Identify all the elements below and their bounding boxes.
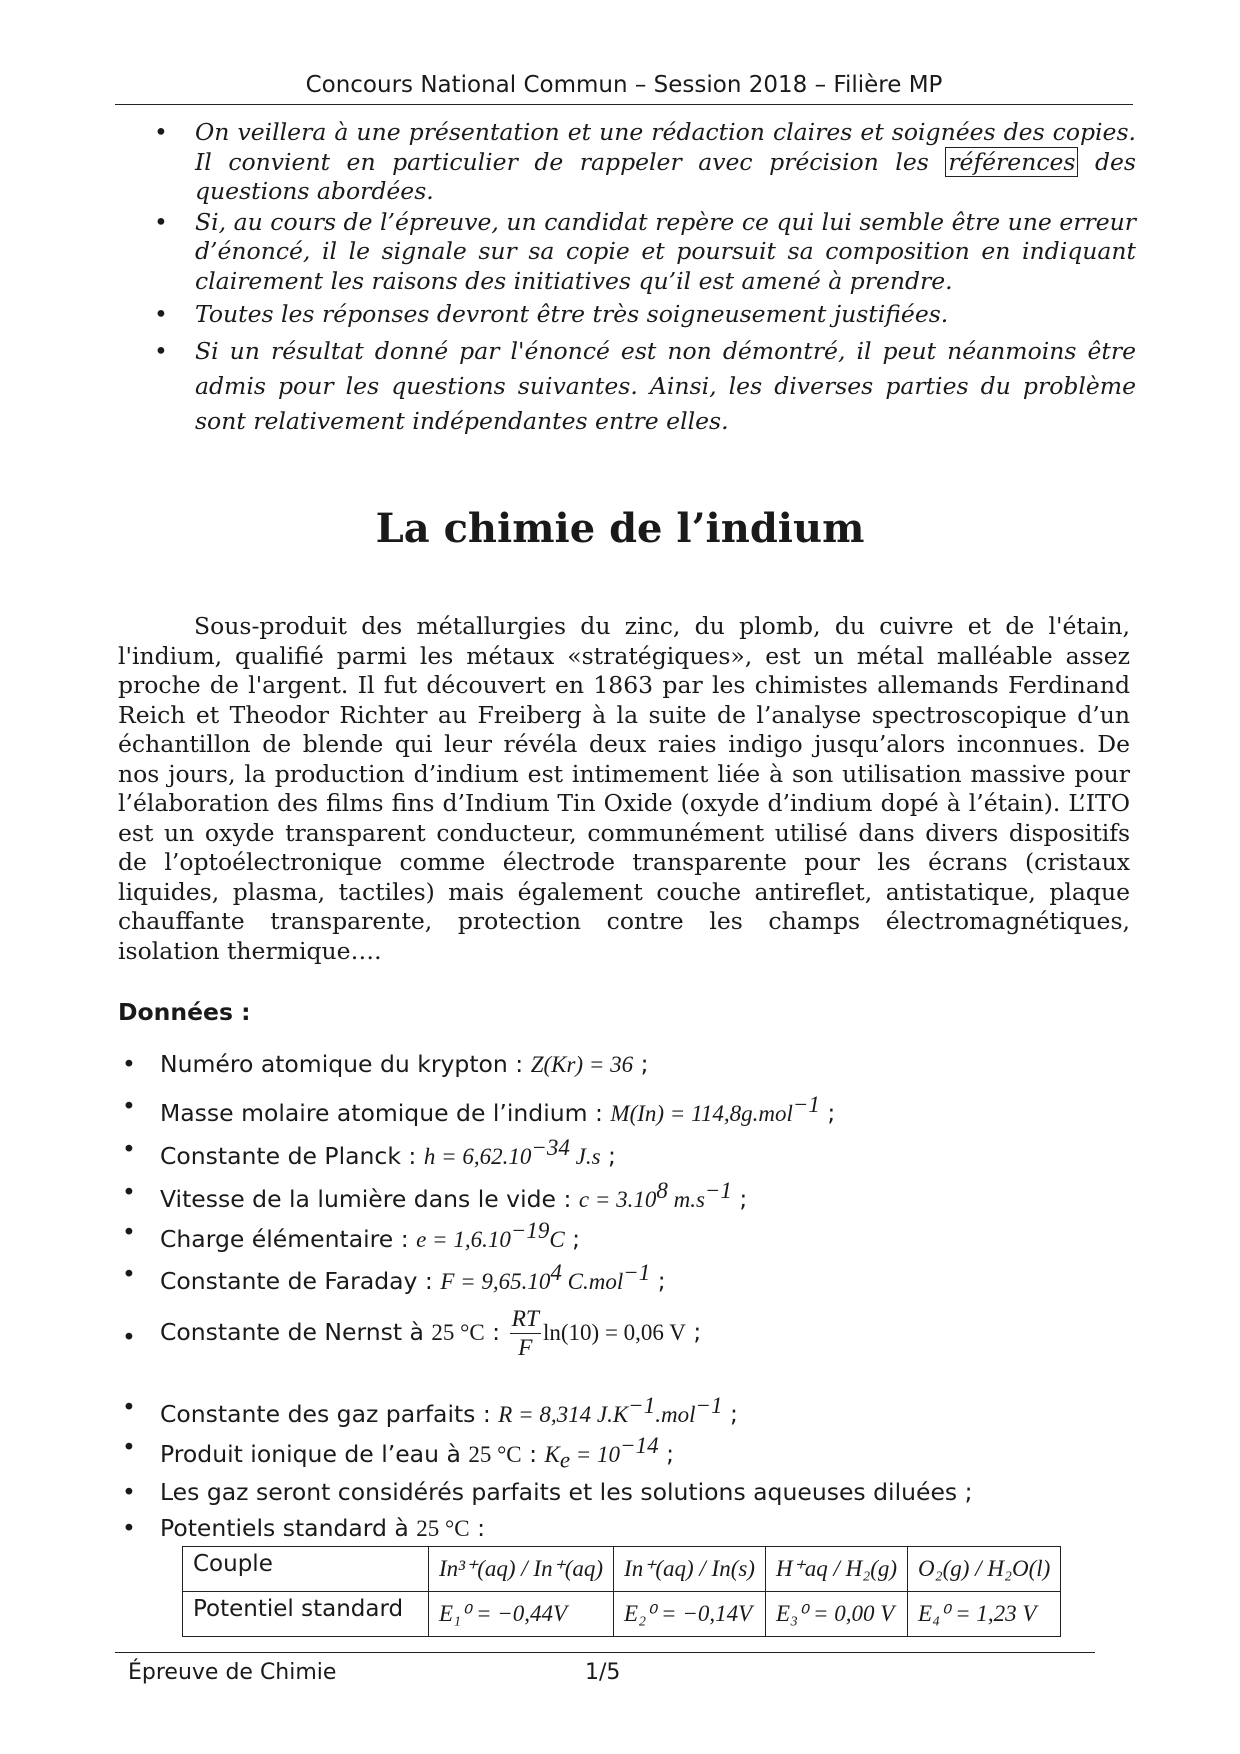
donnees-heading: Données : [118,998,251,1026]
table-cell: E₁⁰ = −0,44V [429,1592,614,1637]
bullet-icon: • [122,1050,136,1078]
bullet-icon: • [122,1218,136,1246]
bullet-icon: • [154,118,168,146]
table-row [183,1547,1061,1592]
bullet-icon: • [122,1135,136,1163]
instructions [150,118,1136,440]
bullet-icon: • [154,336,168,365]
bullet-icon: • [154,300,168,328]
bullet-icon: • [122,1323,136,1351]
table-cell: Potentiel standard [183,1592,429,1637]
table-cell: In⁺(aq) / In(s) [614,1547,766,1592]
table-cell: H⁺aq / H₂(g) [765,1547,907,1592]
bullet-icon: • [122,1178,136,1206]
bullet-icon: • [122,1478,136,1506]
header-rule [115,104,1133,105]
nernst-fraction: $\frac{RT}{F}$ [511,1306,539,1361]
potentials-table [182,1546,1061,1637]
intro-paragraph: Sous-produit des métallurgies du zinc, du plomb, du cuivre et de l'étain, l'indium, qualifié parmi les métaux «stratégiques», est un métal malléable assez proche de l'argent. Il fut découvert en 1863 par les chimistes allemands Ferdinand Reich et Theodor Richter au Freiberg à la suite de l’analyse spectroscopique d’un échantillon de blende qui leur révéla deux raies indigo jusqu’alors inconnues. De nos jours, la production d’indium est intimement liée à son utilisation massive pour l’élaboration des films fins d’Indium Tin Oxide (oxyde d’indium dopé à l’étain). L’ITO est un oxyde transparent conducteur, communément utilisé dans divers dispositifs de l’optoélectronique comme électrode transparente pour les écrans (cristaux liquides, plasma, tactiles) mais également couche antireflet, antistatique, plaque chauffante transparente, protection contre les champs électromagnétiques, isolation thermique…. [118,612,1130,965]
table-cell: E₂⁰ = −0,14V [614,1592,766,1637]
bullet-icon: • [122,1092,136,1120]
table-cell: O₂(g) / H₂O(l) [908,1547,1061,1592]
table-cell: Couple [183,1547,429,1592]
page-number: 1/5 [585,1660,621,1685]
bullet-icon: • [122,1433,136,1461]
bullet-icon: • [122,1393,136,1421]
instruction-item: • Si un résultat donné par l'énoncé est non démontré, il peut néanmoins être admis pour les questions suivantes. Ainsi, les diverses parties du problème sont relativement indépendantes entre elles. [150,334,1136,439]
instruction-item: • On veillera à une présentation et une rédaction claires et soignées des copies. Il convient en particulier de rappeler avec précision les références des questions abordées. [154,118,1136,205]
instruction-item: • Toutes les réponses devront être très soigneusement justifiées. [154,300,949,328]
bullet-icon: • [122,1260,136,1288]
boxed-word: références [945,147,1078,177]
footer-rule [115,1652,1095,1653]
table-cell: In³⁺(aq) / In⁺(aq) [429,1547,614,1592]
table-cell: E₃⁰ = 0,00 V [765,1592,907,1637]
section-title: La chimie de l’indium [375,505,865,552]
footer-title: Épreuve de Chimie [128,1660,337,1685]
bullet-icon: • [154,207,168,236]
page-header: Concours National Commun – Session 2018 – Filière MP [305,72,943,98]
table-cell: E₄⁰ = 1,23 V [908,1592,1061,1637]
bullet-icon: • [122,1514,136,1542]
table-row [183,1592,1061,1637]
instruction-item: • Si, au cours de l’épreuve, un candidat repère ce qui lui semble être une erreur d’énoncé, il le signale sur sa copie et poursuit sa composition en indiquant clairement les raisons des initiatives qu’il est amené à prendre. [154,207,1136,295]
